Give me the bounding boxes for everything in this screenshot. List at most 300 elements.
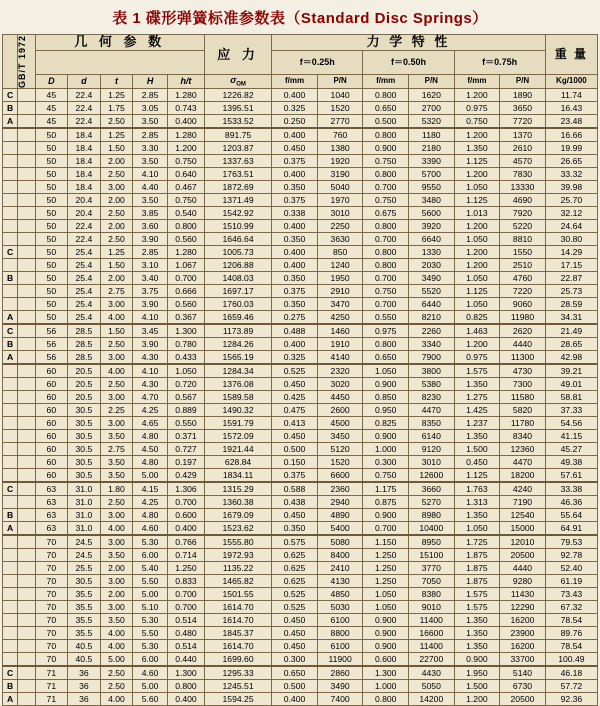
table-row	[3, 496, 598, 509]
cell-f/mm: 0.300	[363, 456, 409, 469]
cell-D: 45	[35, 115, 68, 129]
cell-P/N: 4470	[409, 404, 455, 417]
cell-h/t: 1.280	[167, 246, 204, 259]
cell-σ: 1555.80	[204, 535, 271, 549]
cell-σ: 1371.49	[204, 194, 271, 207]
cell-P/N: 12540	[500, 509, 546, 522]
row-standard	[18, 102, 35, 115]
cell-f/mm: 0.400	[272, 128, 318, 142]
cell-f/mm: 1.200	[454, 89, 500, 102]
cell-P/N: 2320	[317, 364, 363, 378]
cell-H: 6.00	[133, 653, 168, 667]
row-standard	[18, 233, 35, 246]
row-standard	[18, 496, 35, 509]
cell-d: 30.5	[68, 417, 101, 430]
cell-d: 31.0	[68, 482, 101, 496]
cell-P/N: 6100	[317, 614, 363, 627]
row-standard	[18, 351, 35, 365]
row-standard	[18, 378, 35, 391]
header-geometry-spacer	[35, 50, 204, 75]
row-class: A	[3, 522, 18, 536]
header-row-cols	[3, 75, 598, 89]
cell-D: 70	[35, 575, 68, 588]
cell-P/N: 4430	[409, 666, 455, 680]
col-f2: f/mm	[363, 75, 409, 89]
cell-D: 70	[35, 614, 68, 627]
cell-d: 25.4	[68, 272, 101, 285]
cell-P/N: 1550	[500, 246, 546, 259]
cell-D: 60	[35, 391, 68, 404]
cell-d: 25.4	[68, 259, 101, 272]
cell-f/mm: 0.300	[272, 653, 318, 667]
cell-f/mm: 0.800	[363, 128, 409, 142]
cell-σ: 1679.09	[204, 509, 271, 522]
cell-f/mm: 0.800	[363, 89, 409, 102]
cell-D: 45	[35, 102, 68, 115]
cell-f/mm: 0.750	[363, 285, 409, 298]
cell-f/mm: 1.050	[454, 233, 500, 246]
cell-f/mm: 0.700	[363, 272, 409, 285]
cell-d: 35.5	[68, 588, 101, 601]
cell-h/t: 0.197	[167, 456, 204, 469]
cell-d: 24.5	[68, 535, 101, 549]
row-standard	[18, 640, 35, 653]
cell-P/N: 11430	[500, 588, 546, 601]
cell-H: 5.00	[133, 469, 168, 483]
cell-H: 3.75	[133, 285, 168, 298]
cell-d: 24.5	[68, 549, 101, 562]
cell-d: 30.5	[68, 469, 101, 483]
cell-Kg/1000: 92.78	[545, 549, 597, 562]
col-D: D	[35, 75, 68, 89]
row-class	[3, 364, 18, 378]
row-class	[3, 378, 18, 391]
cell-σ: 1760.03	[204, 298, 271, 311]
row-standard	[18, 207, 35, 220]
cell-σ: 1972.93	[204, 549, 271, 562]
cell-f/mm: 1.200	[454, 220, 500, 233]
cell-f/mm: 0.650	[363, 102, 409, 115]
row-class: C	[3, 482, 18, 496]
row-standard	[18, 181, 35, 194]
cell-t: 1.50	[100, 324, 133, 338]
cell-d: 35.5	[68, 627, 101, 640]
cell-P/N: 7900	[409, 351, 455, 365]
cell-P/N: 3630	[317, 233, 363, 246]
row-standard	[18, 298, 35, 311]
row-class	[3, 298, 18, 311]
cell-h/t: 0.833	[167, 575, 204, 588]
cell-Kg/1000: 22.87	[545, 272, 597, 285]
cell-f/mm: 1.350	[454, 509, 500, 522]
row-class: C	[3, 246, 18, 259]
cell-h/t: 0.700	[167, 601, 204, 614]
cell-h/t: 0.889	[167, 404, 204, 417]
cell-f/mm: 0.800	[363, 220, 409, 233]
cell-D: 50	[35, 181, 68, 194]
cell-P/N: 10400	[409, 522, 455, 536]
cell-P/N: 1920	[317, 155, 363, 168]
table-row	[3, 588, 598, 601]
table-row	[3, 549, 598, 562]
cell-t: 4.00	[100, 311, 133, 325]
table-row	[3, 220, 598, 233]
cell-f/mm: 1.275	[454, 391, 500, 404]
cell-σ: 1659.46	[204, 311, 271, 325]
table-row	[3, 207, 598, 220]
cell-H: 4.10	[133, 168, 168, 181]
cell-P/N: 7830	[500, 168, 546, 181]
cell-P/N: 4890	[317, 509, 363, 522]
row-class: A	[3, 351, 18, 365]
cell-Kg/1000: 54.56	[545, 417, 597, 430]
cell-d: 25.4	[68, 311, 101, 325]
cell-σ: 1005.73	[204, 246, 271, 259]
cell-h/t: 1.300	[167, 666, 204, 680]
cell-D: 60	[35, 364, 68, 378]
cell-h/t: 0.640	[167, 168, 204, 181]
table-row	[3, 693, 598, 706]
row-standard	[18, 456, 35, 469]
cell-f/mm: 1.150	[363, 535, 409, 549]
header-stress: 应 力	[204, 35, 271, 75]
cell-Kg/1000: 32.12	[545, 207, 597, 220]
cell-f/mm: 1.500	[454, 443, 500, 456]
cell-f/mm: 0.250	[272, 115, 318, 129]
cell-h/t: 0.540	[167, 207, 204, 220]
cell-d: 28.5	[68, 351, 101, 365]
cell-f/mm: 0.575	[272, 535, 318, 549]
col-t: t	[100, 75, 133, 89]
cell-Kg/1000: 23.48	[545, 115, 597, 129]
cell-σ: 1284.34	[204, 364, 271, 378]
table-row	[3, 338, 598, 351]
cell-f/mm: 0.500	[272, 443, 318, 456]
cell-H: 4.10	[133, 364, 168, 378]
cell-d: 30.5	[68, 430, 101, 443]
cell-σ: 1337.63	[204, 155, 271, 168]
row-class	[3, 562, 18, 575]
cell-D: 50	[35, 272, 68, 285]
cell-t: 3.00	[100, 391, 133, 404]
cell-d: 25.4	[68, 298, 101, 311]
cell-P/N: 11980	[500, 311, 546, 325]
cell-P/N: 5270	[409, 496, 455, 509]
cell-Kg/1000: 39.21	[545, 364, 597, 378]
cell-f/mm: 0.750	[363, 155, 409, 168]
cell-f/mm: 0.675	[363, 207, 409, 220]
row-standard	[18, 614, 35, 627]
cell-H: 4.60	[133, 666, 168, 680]
cell-Kg/1000: 28.59	[545, 298, 597, 311]
cell-t: 2.50	[100, 168, 133, 181]
cell-f/mm: 0.413	[272, 417, 318, 430]
cell-Kg/1000: 19.99	[545, 142, 597, 155]
table-row	[3, 168, 598, 181]
row-standard	[18, 324, 35, 338]
cell-t: 3.00	[100, 181, 133, 194]
cell-σ: 1206.88	[204, 259, 271, 272]
cell-P/N: 1970	[317, 194, 363, 207]
cell-D: 45	[35, 89, 68, 102]
cell-Kg/1000: 61.19	[545, 575, 597, 588]
cell-H: 4.25	[133, 496, 168, 509]
row-class	[3, 168, 18, 181]
cell-h/t: 0.433	[167, 351, 204, 365]
cell-P/N: 22700	[409, 653, 455, 667]
cell-f/mm: 0.600	[363, 653, 409, 667]
row-standard	[18, 575, 35, 588]
cell-P/N: 1370	[500, 128, 546, 142]
cell-P/N: 1040	[317, 89, 363, 102]
cell-f/mm: 0.800	[363, 693, 409, 706]
cell-P/N: 9550	[409, 181, 455, 194]
header-f075h: f＝0.75h	[454, 50, 545, 75]
table-row	[3, 640, 598, 653]
cell-P/N: 2360	[317, 482, 363, 496]
cell-f/mm: 0.550	[363, 311, 409, 325]
col-P2: P/N	[409, 75, 455, 89]
row-class	[3, 207, 18, 220]
cell-D: 50	[35, 168, 68, 181]
cell-f/mm: 0.625	[272, 549, 318, 562]
cell-Kg/1000: 33.32	[545, 168, 597, 181]
cell-f/mm: 1.200	[454, 693, 500, 706]
cell-σ: 1699.60	[204, 653, 271, 667]
cell-P/N: 13330	[500, 181, 546, 194]
cell-h/t: 1.280	[167, 128, 204, 142]
cell-f/mm: 1.250	[363, 562, 409, 575]
col-weight-unit: Kg/1000	[545, 75, 597, 89]
cell-P/N: 3770	[409, 562, 455, 575]
cell-t: 2.50	[100, 496, 133, 509]
table-body	[3, 89, 598, 706]
row-standard	[18, 272, 35, 285]
table-row	[3, 102, 598, 115]
disc-spring-table	[2, 34, 598, 706]
cell-Kg/1000: 26.65	[545, 155, 597, 168]
cell-d: 36	[68, 666, 101, 680]
cell-f/mm: 0.875	[363, 496, 409, 509]
cell-σ: 1845.37	[204, 627, 271, 640]
cell-D: 50	[35, 259, 68, 272]
cell-t: 4.00	[100, 627, 133, 640]
cell-f/mm: 1.050	[454, 298, 500, 311]
table-row	[3, 89, 598, 102]
row-standard	[18, 128, 35, 142]
cell-t: 3.00	[100, 509, 133, 522]
cell-f/mm: 0.475	[272, 404, 318, 417]
table-row	[3, 391, 598, 404]
cell-P/N: 4140	[317, 351, 363, 365]
row-standard	[18, 142, 35, 155]
cell-f/mm: 1.013	[454, 207, 500, 220]
cell-D: 50	[35, 233, 68, 246]
row-class: C	[3, 89, 18, 102]
cell-h/t: 0.766	[167, 535, 204, 549]
cell-h/t: 0.560	[167, 233, 204, 246]
cell-h/t: 0.727	[167, 443, 204, 456]
cell-f/mm: 0.500	[272, 680, 318, 693]
cell-σ: 628.84	[204, 456, 271, 469]
header-f025h: f＝0.25h	[272, 50, 363, 75]
cell-H: 5.10	[133, 601, 168, 614]
row-class: B	[3, 338, 18, 351]
table-row	[3, 155, 598, 168]
cell-D: 50	[35, 298, 68, 311]
table-row	[3, 601, 598, 614]
cell-f/mm: 0.900	[363, 614, 409, 627]
sigma-subscript: OM	[236, 81, 246, 88]
cell-t: 2.00	[100, 155, 133, 168]
table-row	[3, 128, 598, 142]
cell-H: 3.10	[133, 259, 168, 272]
cell-f/mm: 0.525	[272, 601, 318, 614]
cell-σ: 1594.25	[204, 693, 271, 706]
cell-D: 50	[35, 128, 68, 142]
table-row	[3, 351, 598, 365]
cell-σ: 1565.19	[204, 351, 271, 365]
row-class	[3, 417, 18, 430]
cell-P/N: 6730	[500, 680, 546, 693]
cell-P/N: 12010	[500, 535, 546, 549]
cell-D: 60	[35, 456, 68, 469]
cell-f/mm: 0.450	[272, 614, 318, 627]
cell-P/N: 5600	[409, 207, 455, 220]
cell-Kg/1000: 33.38	[545, 482, 597, 496]
table-row	[3, 311, 598, 325]
table-row	[3, 115, 598, 129]
cell-P/N: 8380	[409, 588, 455, 601]
cell-f/mm: 0.900	[363, 378, 409, 391]
cell-d: 25.4	[68, 285, 101, 298]
cell-t: 2.00	[100, 562, 133, 575]
cell-f/mm: 0.975	[363, 324, 409, 338]
cell-t: 2.50	[100, 378, 133, 391]
row-class: B	[3, 272, 18, 285]
cell-H: 5.30	[133, 614, 168, 627]
cell-D: 70	[35, 627, 68, 640]
cell-t: 3.00	[100, 298, 133, 311]
cell-t: 1.80	[100, 482, 133, 496]
cell-f/mm: 0.588	[272, 482, 318, 496]
cell-P/N: 5040	[317, 181, 363, 194]
cell-f/mm: 0.525	[272, 588, 318, 601]
cell-f/mm: 0.750	[363, 194, 409, 207]
cell-h/t: 0.720	[167, 378, 204, 391]
cell-H: 4.70	[133, 391, 168, 404]
cell-d: 20.4	[68, 207, 101, 220]
cell-D: 60	[35, 404, 68, 417]
cell-Kg/1000: 17.15	[545, 259, 597, 272]
cell-f/mm: 0.825	[454, 311, 500, 325]
table-row	[3, 142, 598, 155]
cell-f/mm: 0.425	[272, 391, 318, 404]
cell-D: 50	[35, 311, 68, 325]
cell-σ: 1408.03	[204, 272, 271, 285]
row-standard	[18, 601, 35, 614]
cell-d: 30.5	[68, 575, 101, 588]
cell-t: 3.00	[100, 575, 133, 588]
cell-h/t: 0.666	[167, 285, 204, 298]
cell-D: 60	[35, 443, 68, 456]
cell-f/mm: 1.463	[454, 324, 500, 338]
cell-H: 3.30	[133, 142, 168, 155]
cell-P/N: 9010	[409, 601, 455, 614]
cell-f/mm: 0.450	[272, 142, 318, 155]
cell-σ: 1921.44	[204, 443, 271, 456]
cell-f/mm: 0.488	[272, 324, 318, 338]
cell-t: 2.00	[100, 588, 133, 601]
row-standard	[18, 522, 35, 536]
cell-P/N: 6640	[409, 233, 455, 246]
cell-f/mm: 1.050	[363, 588, 409, 601]
cell-f/mm: 1.175	[363, 482, 409, 496]
cell-h/t: 0.440	[167, 653, 204, 667]
cell-P/N: 1910	[317, 338, 363, 351]
cell-d: 18.4	[68, 181, 101, 194]
row-class	[3, 614, 18, 627]
cell-d: 31.0	[68, 496, 101, 509]
row-class	[3, 128, 18, 142]
cell-h/t: 0.700	[167, 272, 204, 285]
row-class: B	[3, 509, 18, 522]
cell-P/N: 20500	[500, 549, 546, 562]
col-h-over-t: h/t	[167, 75, 204, 89]
cell-P/N: 14200	[409, 693, 455, 706]
cell-f/mm: 1.875	[454, 575, 500, 588]
cell-f/mm: 0.450	[272, 509, 318, 522]
table-row	[3, 666, 598, 680]
cell-P/N: 12600	[409, 469, 455, 483]
cell-f/mm: 1.200	[454, 259, 500, 272]
row-standard	[18, 443, 35, 456]
cell-D: 70	[35, 562, 68, 575]
row-class	[3, 601, 18, 614]
cell-P/N: 1180	[409, 128, 455, 142]
cell-D: 70	[35, 653, 68, 667]
cell-f/mm: 0.350	[272, 181, 318, 194]
cell-Kg/1000: 58.81	[545, 391, 597, 404]
cell-H: 4.80	[133, 509, 168, 522]
cell-t: 2.75	[100, 443, 133, 456]
cell-h/t: 1.250	[167, 562, 204, 575]
cell-D: 63	[35, 522, 68, 536]
cell-P/N: 15100	[409, 549, 455, 562]
row-class: B	[3, 102, 18, 115]
cell-P/N: 18200	[500, 469, 546, 483]
table-row	[3, 443, 598, 456]
cell-P/N: 4130	[317, 575, 363, 588]
cell-P/N: 2700	[409, 102, 455, 115]
cell-Kg/1000: 100.49	[545, 653, 597, 667]
cell-t: 2.50	[100, 233, 133, 246]
cell-P/N: 4250	[317, 311, 363, 325]
row-class	[3, 588, 18, 601]
cell-h/t: 0.750	[167, 194, 204, 207]
cell-σ: 1135.22	[204, 562, 271, 575]
cell-P/N: 12360	[500, 443, 546, 456]
cell-f/mm: 0.800	[363, 168, 409, 181]
cell-P/N: 3800	[409, 364, 455, 378]
cell-P/N: 1330	[409, 246, 455, 259]
cell-f/mm: 0.438	[272, 496, 318, 509]
row-standard	[18, 627, 35, 640]
cell-t: 3.00	[100, 351, 133, 365]
cell-f/mm: 0.150	[272, 456, 318, 469]
cell-Kg/1000: 34.31	[545, 311, 597, 325]
table-row	[3, 627, 598, 640]
